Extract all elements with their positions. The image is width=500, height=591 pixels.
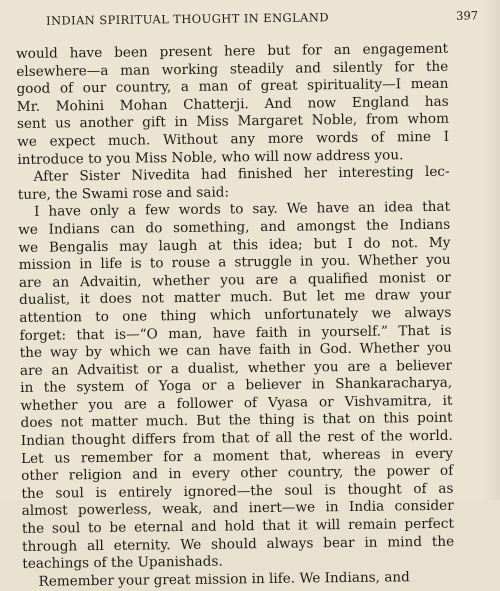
- page-number: 397: [456, 8, 479, 23]
- text-line: Remember your great mission in life. We Indians, and: [38, 569, 410, 590]
- text-line: other religion and in every other country, the power of: [21, 462, 454, 485]
- text-line: the soul to be eternal and hold that it will remain perfect: [21, 515, 454, 537]
- text-line: in the system of Yoga or a believer in Shankaracharya,: [20, 374, 453, 397]
- text-line: good of our country, a man of great spirituality—I mean: [16, 75, 449, 98]
- running-head: INDIAN SPIRITUAL THOUGHT IN ENGLAND: [45, 10, 330, 28]
- text-line: I have only a few words to say. We have an idea that: [33, 199, 451, 221]
- text-line: would have been present here but for an engagement: [16, 40, 449, 62]
- text-line: almost powerless, weak, and inert—we in India consider: [21, 498, 454, 520]
- text-line: attention to one thing which unfortunately we always: [19, 304, 452, 326]
- text-line: Mr. Mohini Mohan Chatterji. And now England has: [16, 93, 449, 115]
- text-line: teachings of the Upanishads.: [22, 553, 223, 573]
- text-line: sent us another gift in Miss Margaret Noble, from whom: [16, 111, 450, 133]
- text-line: does not matter much. But the thing is that on this point: [20, 410, 453, 432]
- text-line: we expect much. Without any more words of mine I: [17, 128, 450, 150]
- text-line: ture, the Swami rose and said:: [17, 184, 230, 203]
- text-line: forget: that is—“O man, have faith in yourself.” That is: [19, 322, 452, 344]
- text-line: dualist, it does not matter much. But let me draw your: [19, 287, 452, 309]
- body-text: [16, 41, 455, 591]
- text-line: we Indians can do something, and amongst the Indians: [18, 216, 451, 238]
- text-line: the way by which we can have faith in God. Whether you: [19, 339, 452, 362]
- text-line: whether you are a follower of Vyasa or Vishvamitra, it: [20, 392, 453, 414]
- text-line: After Sister Nivedita had finished her interesting lec-: [33, 163, 450, 185]
- text-line: mission in life is to rouse a struggle in you. Whether you: [18, 251, 451, 274]
- text-line: elsewhere—a man working steadily and silently for the: [16, 58, 449, 80]
- text-line: introduce to you Miss Noble, who will now address you.: [17, 146, 404, 168]
- page-edge-shadow: [482, 0, 500, 500]
- text-line: the soul is entirely ignored—the soul is thought of as: [21, 480, 454, 502]
- text-line: are an Advaitist or a dualist, whether you are a believer: [19, 357, 453, 379]
- text-line: we Bengalis may laugh at this idea; but I do not. My: [18, 234, 451, 256]
- page-header: [24, 8, 479, 34]
- text-line: are an Advaitin, whether you are a qualified monist or: [18, 269, 451, 291]
- text-line: through all eternity. We should always bear in mind the: [22, 533, 455, 555]
- text-line: Indian thought differs from that of all the rest of the world.: [20, 427, 453, 450]
- text-line: Let us remember for a moment that, whereas in every: [20, 445, 454, 467]
